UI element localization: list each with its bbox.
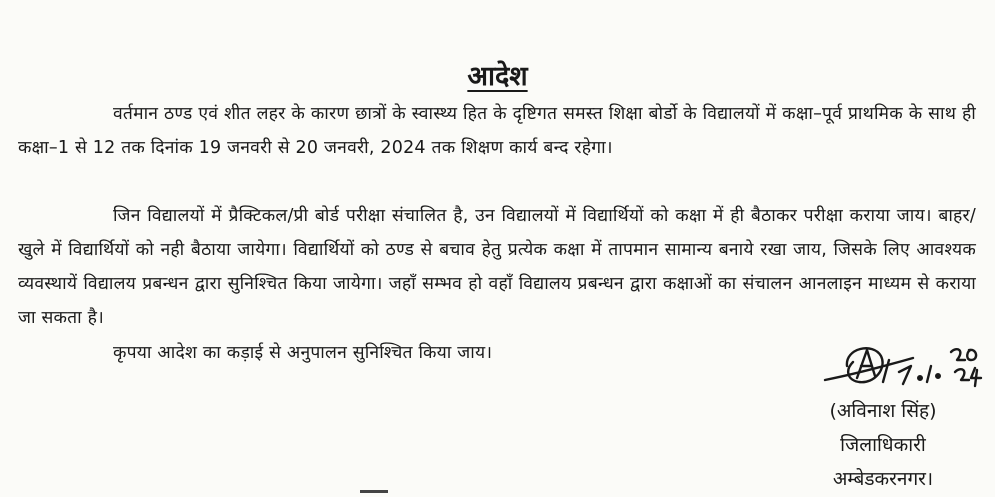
page-edge-mark bbox=[360, 490, 388, 493]
signatory-name: (अविनाश सिंह) bbox=[829, 400, 937, 422]
paragraph-school-closure: वर्तमान ठण्ड एवं शीत लहर के कारण छात्रों के स्वास्थ्य हित के दृष्टिगत समस्त शिक्षा बोर्डो के विद्यालयों में कक्षा–पूर्व प्राथमिक के साथ ही कक्षा–1 से 12 तक दिनांक 19 जनवरी से 20 जनवरी, 2024 तक शिक्षण कार्य बन्द रहेगा। bbox=[18, 104, 976, 158]
paragraph-exam-instructions: जिन विद्यालयों में प्रैक्टिकल/प्री बोर्ड परीक्षा संचालित है, उन विद्यालयों में विद्यार्थियों को कक्षा में ही बैठाकर परीक्षा कराया जाय। बाहर/खुले में विद्यार्थियों को नही बैठाया जायेगा। विद्यार्थियों को ठण्ड से बचाव हेतु प्रत्येक कक्षा में तापमान सामान्य बनाये रखा जाय, जिसके लिए आवश्यक व्यवस्थायें विद्यालय प्रबन्धन द्वारा सुनिश्चित किया जायेगा। जहाँ सम्भव हो वहाँ विद्यालय प्रबन्धन द्वारा कक्षाओं का संचालन आनलाइन माध्यम से कराया जा सकता है। bbox=[18, 206, 976, 328]
signatory-designation: जिलाधिकारी bbox=[840, 434, 926, 456]
signatory-district: अम्बेडकरनगर। bbox=[832, 468, 934, 490]
paragraph-compliance: कृपया आदेश का कड़ाई से अनुपालन सुनिश्चित किया जाय। bbox=[113, 343, 493, 363]
signature-block bbox=[778, 394, 988, 496]
document-title: आदेश bbox=[467, 61, 528, 92]
